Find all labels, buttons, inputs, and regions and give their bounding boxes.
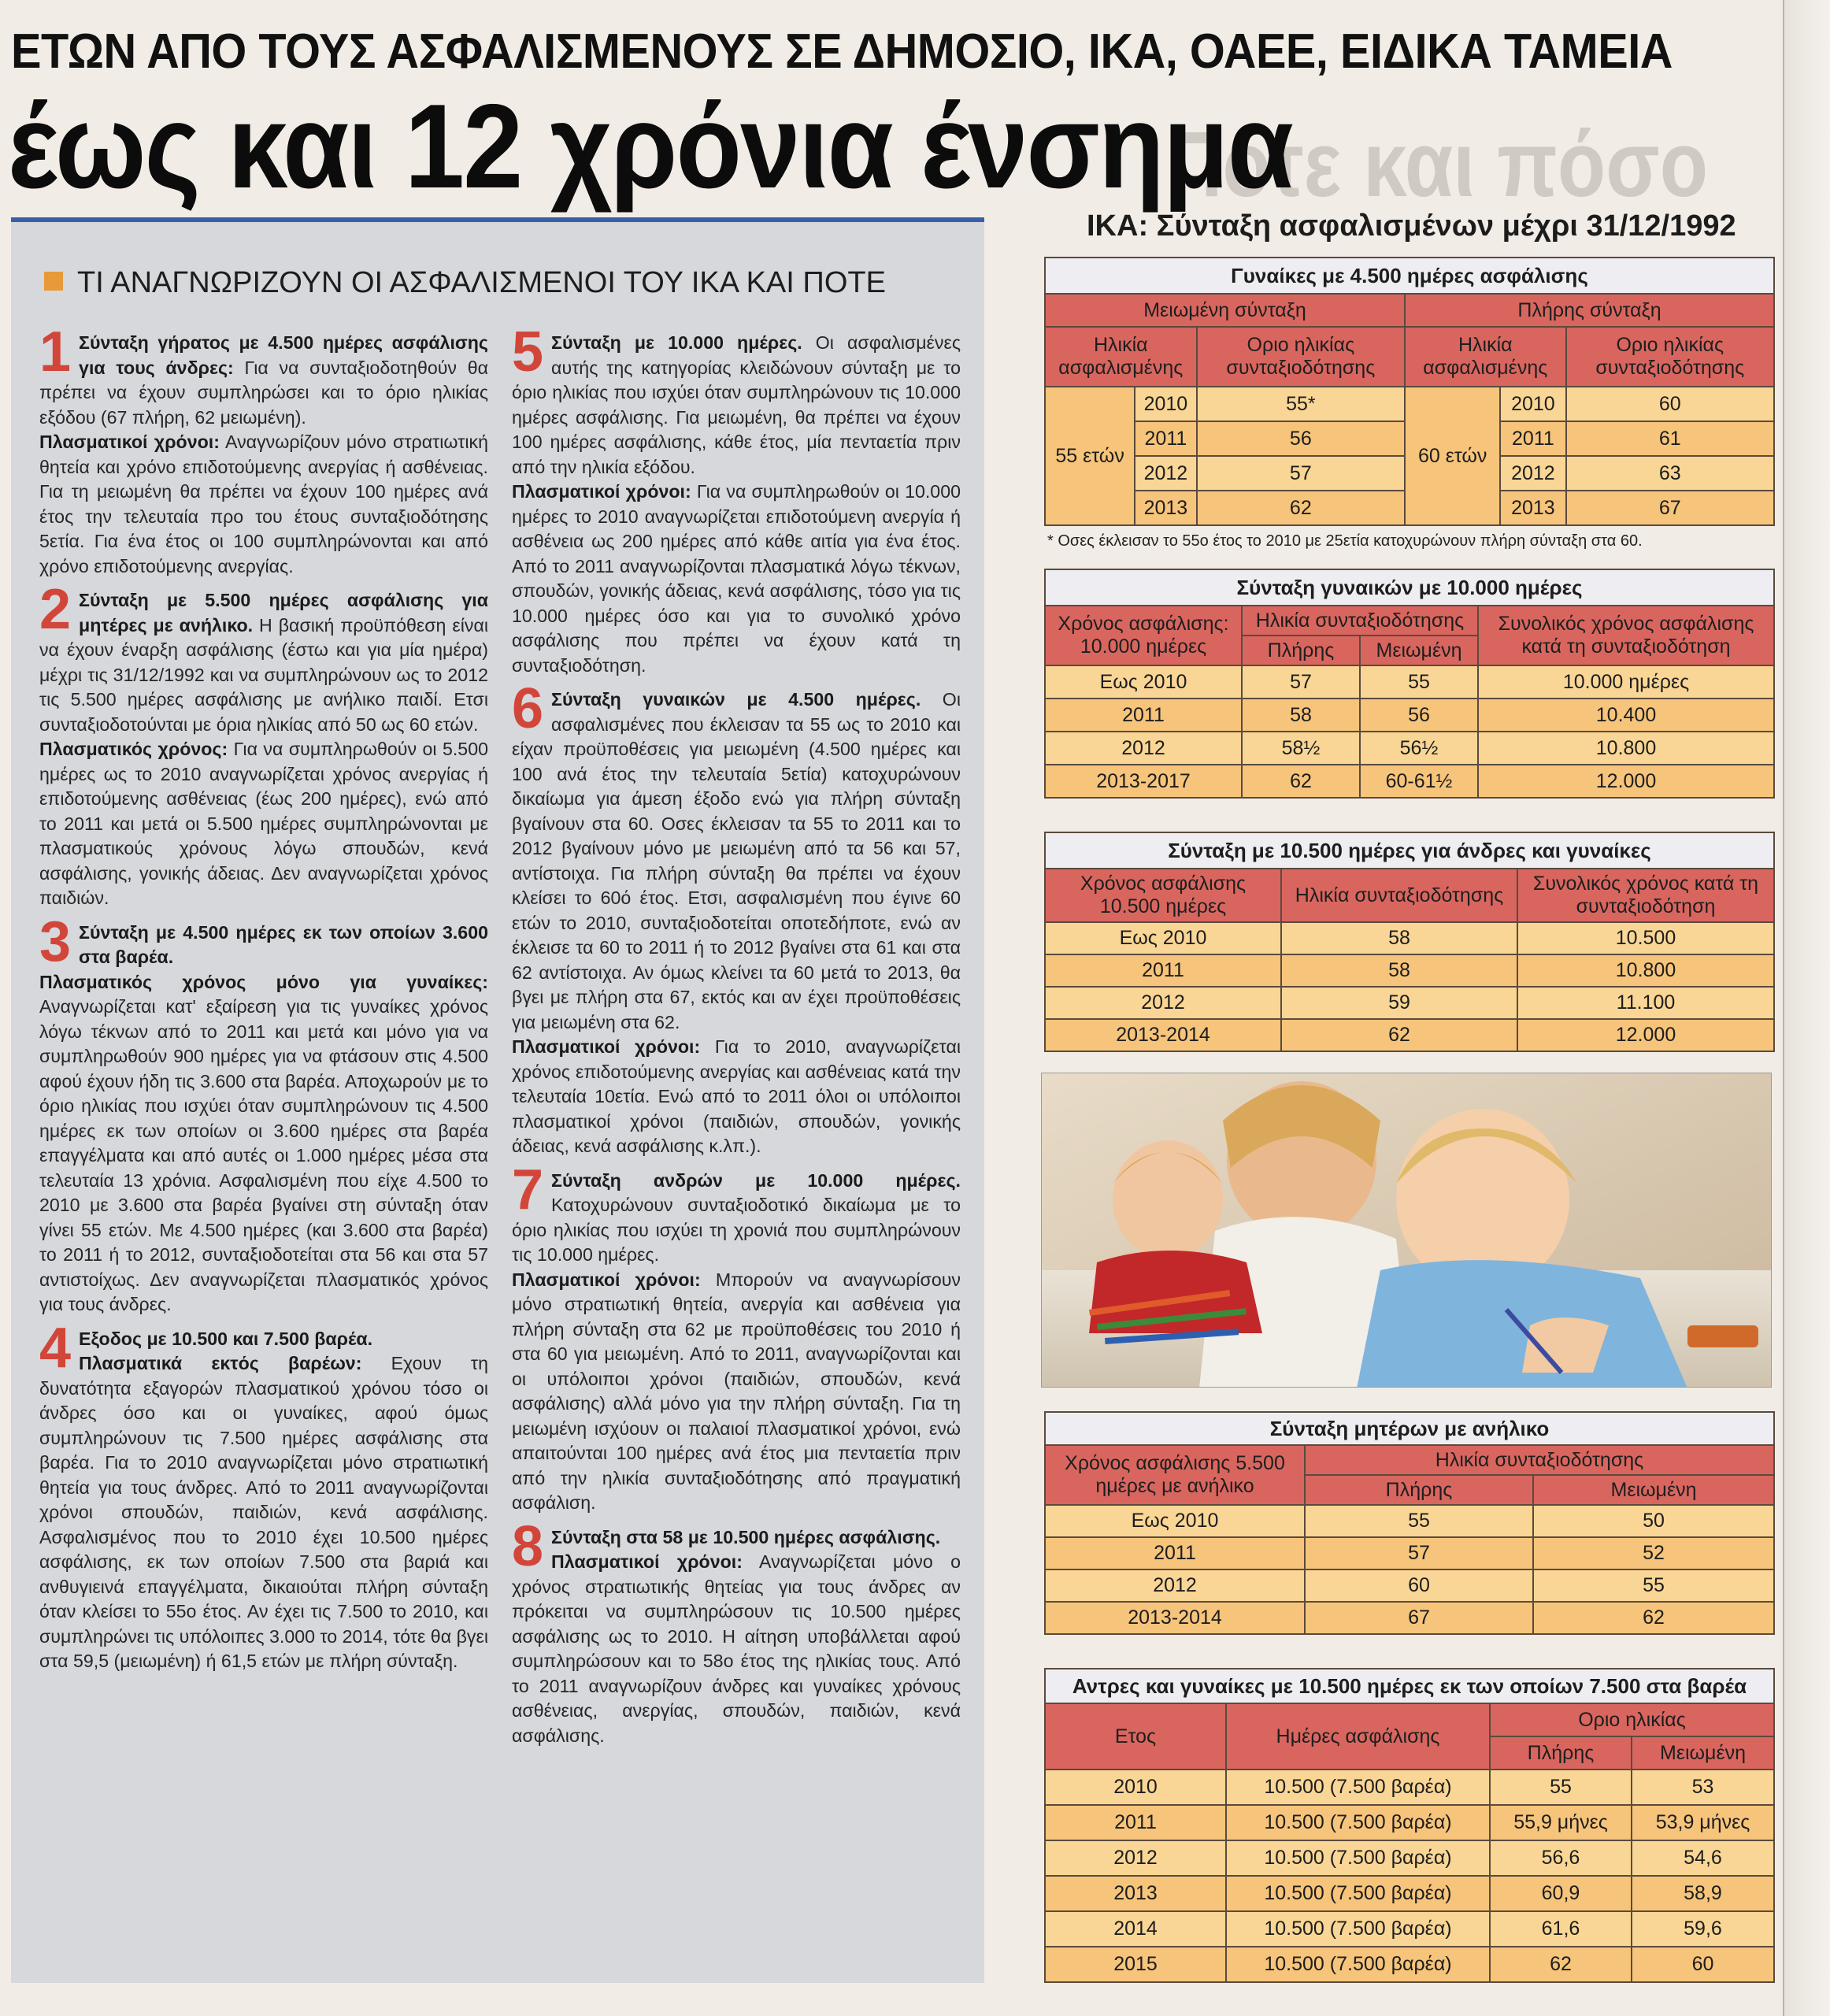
table-header: Ημέρες ασφάλισης (1226, 1703, 1490, 1770)
list-item: 8 Σύνταξη στα 58 με 10.500 ημέρες ασφάλισης. Πλασματικοί χρόνοι: Αναγνωρίζεται μόνο ο χρόνος στρατιωτικής θητείας για τους άνδρες αν πρόκειται να συμπληρώσουν τις 10.500 ημέρες ασφάλισης ως το 2010. Η αίτηση υποβάλλεται αφού συμπληρώσουν και το 58ο έτος της ηλικίας τους. Από το 2011 αναγνωρίζουν άνδρες και γυναίκες χρόνους ασθένειας, ανεργίας, σπουδών, παιδιών, κενά ασφάλισης. (512, 1514, 961, 1746)
table-header: Μειωμένη (1632, 1736, 1774, 1770)
table-header: Ηλικία συνταξιοδότησης (1305, 1445, 1774, 1475)
table-row: 2015 10.500 (7.500 βαρέα) 62 60 (1045, 1947, 1774, 1982)
table-row: 2011 58 10.800 (1045, 954, 1774, 987)
list-item: 1 Σύνταξη γήρατος με 4.500 ημέρες ασφάλισης για τους άνδρες: Για να συνταξιοδοτηθούν θα πρέπει να έχουν συμπληρώσει και το όριο ηλικίας εξόδου (67 πλήρη, 62 μειωμένη). Πλασματικοί χρόνοι: Αναγνωρίζουν μόνο στρατιωτική θητεία και χρόνο επιδοτούμενης ανεργίας ή ασθένειας. Για τη μειωμένη θα πρέπει να έχουν 100 ημέρες ανά έτος την τελευταία προ του έτους συνταξιοδότησης 5ετία. Για ένα έτος οι 100 συμπληρώνονται και από χρόνο επιδοτούμενης ανεργίας. (39, 321, 488, 576)
info-box-title: ΤΙ ΑΝΑΓΝΩΡΙΖΟΥΝ ΟΙ ΑΣΦΑΛΙΣΜΕΝΟΙ ΤΟΥ ΙΚΑ ΚΑΙ ΠΟΤΕ (44, 266, 886, 300)
table-women-4500 (1044, 257, 1775, 526)
table-header: Ηλικία ασφαλισμένης (1405, 327, 1565, 387)
tables-title: ΙΚΑ: Σύνταξη ασφαλισμένων μέχρι 31/12/1992 (1087, 209, 1736, 243)
table-mothers (1044, 1411, 1775, 1635)
table-header: Ηλικία συνταξιοδότησης (1242, 606, 1478, 636)
table-header: Πλήρης (1305, 1475, 1533, 1505)
table-row: Εως 2010 57 55 10.000 ημέρες (1045, 665, 1774, 699)
table-caption: Αντρες και γυναίκες με 10.500 ημέρες εκ των οποίων 7.500 στα βαρέα (1045, 1669, 1774, 1703)
text-column-1 (39, 321, 488, 1684)
table-header: Συνολικός χρόνος ασφάλισης κατά τη συνταξιοδότηση (1478, 606, 1774, 665)
table-row: 2012 60 55 (1045, 1569, 1774, 1602)
table-row: 2012 57 2012 63 (1045, 456, 1774, 491)
table-row: 2013 10.500 (7.500 βαρέα) 60,9 58,9 (1045, 1876, 1774, 1911)
table-row: Εως 2010 58 10.500 (1045, 922, 1774, 954)
table-row: 2010 10.500 (7.500 βαρέα) 55 53 (1045, 1770, 1774, 1805)
list-item: 2 Σύνταξη με 5.500 ημέρες ασφάλισης για μητέρες με ανήλικο. Η βασική προϋπόθεση είναι να έχουν έναρξη ασφάλισης (έστω και για μία ημέρα) μέχρι τις 31/12/1992 και να συμπληρώνουν ως το 2012 τις 5.500 ημέρες ασφάλισης με ανήλικο παιδί. Ετσι συνταξιοδοτούνται με όρια ηλικίας από 50 ως 60 ετών. Πλασματικός χρόνος: Για να συμπληρωθούν οι 5.500 ημέρες ως το 2010 αναγνωρίζεται χρόνος ανεργίας ή επιδοτούμενης ασθένειας (έως 200 ημέρες), ενώ από το 2011 και μετά οι 5.500 ημέρες συμπληρώνονται με πλασματικούς χρόνους λόγω σπουδών, κενά ασφάλισης, γονικής άδειας. Δεν αναγνωρίζεται χρόνος παιδιών. (39, 578, 488, 908)
table-row: 2012 10.500 (7.500 βαρέα) 56,6 54,6 (1045, 1840, 1774, 1876)
table-row: 2013-2014 67 62 (1045, 1602, 1774, 1634)
children-drawing-image (1042, 1073, 1772, 1388)
table-header: Οριο ηλικίας συνταξιοδότησης (1197, 327, 1405, 387)
table-row: 2011 57 52 (1045, 1537, 1774, 1569)
photo-children-drawing (1041, 1073, 1772, 1388)
table-row: 2012 59 11.100 (1045, 987, 1774, 1019)
table-header: Πλήρης (1242, 636, 1360, 665)
table-row: 2011 58 56 10.400 (1045, 699, 1774, 732)
table-row: 2014 10.500 (7.500 βαρέα) 61,6 59,6 (1045, 1911, 1774, 1947)
table-women-10000 (1044, 569, 1775, 799)
table-header: Μειωμένη σύνταξη (1045, 294, 1405, 327)
table-caption: Σύνταξη μητέρων με ανήλικο (1045, 1412, 1774, 1445)
table-header: Οριο ηλικίας (1490, 1703, 1774, 1736)
list-item: 6 Σύνταξη γυναικών με 4.500 ημέρες. Οι ασφαλισμένες που έκλεισαν τα 55 ως το 2010 και είχαν προϋποθέσεις για μειωμένη (4.500 ημέρες και 100 ανά έτος την τελευταία 5ετία) κατοχυρώνουν δικαίωμα για άμεση έξοδο ενώ για πλήρη σύνταξη βγαίνουν στα 60. Οσες έκλεισαν τα 55 το 2011 και το 2012 βγαίνουν μόνο με μειωμένη από τα 56 και 57, αντίστοιχα. Για πλήρη σύνταξη θα πρέπει να έχουν κλείσει το 60ό έτος. Ετσι, ασφαλισμένη που έγινε 60 ετών το 2010, συνταξιοδοτείται οποτεδήποτε, ενώ αν έκλεισε τα 60 το 2011 ή το 2012 βγαίνει στα 61 και στα 62 αντίστοιχα. Αν όμως κλείνει τα 60 μετά το 2013, θα βγει με πλήρη στα 67, εκτός και αν έχει προϋποθέσεις για μειωμένη στα 62. Πλασματικοί χρόνοι: Για το 2010, αναγνωρίζεται χρόνος επιδοτούμενης ανεργίας και ασθένειας κατά την τελευταία 10ετία. Ενώ από το 2011 όλοι οι υπόλοιποι πλασματικοί χρόνοι (παιδιών, σπουδών, γονικής άδειας, κενά ασφάλισης κ.λπ.). (512, 677, 961, 1156)
table-caption: Σύνταξη γυναικών με 10.000 ημέρες (1045, 569, 1774, 606)
table-header: Πλήρης σύνταξη (1405, 294, 1774, 327)
table-10500 (1044, 832, 1775, 1052)
bleed-through-text: Πότε και πόσο (1165, 113, 1709, 217)
table-header: Πλήρης (1490, 1736, 1632, 1770)
table-header: Μειωμένη (1360, 636, 1478, 665)
table-row: 2013-2014 62 12.000 (1045, 1019, 1774, 1051)
table-caption: Σύνταξη με 10.500 ημέρες για άνδρες και γυναίκες (1045, 832, 1774, 869)
table-header: Οριο ηλικίας συνταξιοδότησης (1566, 327, 1775, 387)
table-row: Εως 2010 55 50 (1045, 1505, 1774, 1537)
table-header: Μειωμένη (1533, 1475, 1774, 1505)
list-item: 4 Εξοδος με 10.500 και 7.500 βαρέα. Πλασματικά εκτός βαρέων: Εχουν τη δυνατότητα εξαγορών πλασματικού χρόνου τόσο οι άνδρες όσο και οι γυναίκες, αφού όμως συμπληρώνουν τις 7.500 ημέρες ασφάλισης στα βαρέα. Για το 2010 αναγνωρίζεται μόνο στρατιωτική θητεία για τους άνδρες. Από το 2011 αναγνωρίζονται χρόνοι σπουδών, παιδιών, κενά ασφάλισης. Ασφαλισμένος που το 2010 έχει 10.500 ημέρες ασφάλισης, εκ των οποίων 7.500 στα βαριά και ανθυγιεινά επαγγέλματα, δικαιούται πλήρη σύνταξη όταν κλείσει το 55ο έτος. Αν έχει τις 7.500 το 2010, και συμπληρώνει τις υπόλοιπες 3.000 το 2014, τότε θα βγει στα 59,5 (μειωμένη) ή 61,5 ετών με πλήρη σύνταξη. (39, 1316, 488, 1671)
list-item: 5 Σύνταξη με 10.000 ημέρες. Οι ασφαλισμένες αυτής της κατηγορίας κλειδώνουν σύνταξη με το όριο ηλικίας που ισχύει όταν συμπληρώνουν τις 10.000 ημέρες ασφάλισης. Για μειωμένη, θα πρέπει να έχουν 100 ημέρες ασφάλισης, κάθε έτος, μία πενταετία πριν από την ηλικία εξόδου. Πλασματικοί χρόνοι: Για να συμπληρωθούν οι 10.000 ημέρες το 2010 αναγνωρίζεται επιδοτούμενη ανεργία ή ασθένεια ως 200 ημέρες από κάθε αιτία για ένα έτος. Από το 2011 αναγνωρίζονται πλασματικά λόγω τέκνων, σπουδών, γονικής άδειας, κενά ασφάλισης, τόσο για τις 10.000 ημέρες όσο και για το συνολικό χρόνο ασφάλισης που πρέπει να έχουν κατά τη συνταξιοδότηση. (512, 321, 961, 676)
text-column-2 (512, 321, 961, 1758)
table-header: Συνολικός χρόνος κατά τη συνταξιοδότηση (1517, 869, 1774, 922)
list-item: 7 Σύνταξη ανδρών με 10.000 ημέρες. Κατοχυρώνουν συνταξιοδοτικό δικαίωμα με το όριο ηλικίας που ισχύει τη χρονιά που συμπληρώνουν τις 10.000 ημέρες. Πλασματικοί χρόνοι: Μπορούν να αναγνωρίσουν μόνο στρατιωτική θητεία, ανεργία και ασθένεια για πλήρη σύνταξη στα 62 με προϋποθέσεις του 2010 ή στα 60 για μειωμένη. Από το 2011, αναγνωρίζονται και οι υπόλοιποι χρόνοι (παιδιών, σπουδών, κενά ασφάλισης) αλλά μόνο για την πλήρη σύνταξη. Για τη μειωμένη ισχύουν οι παλαιοί πλασματικοί χρόνοι, ενώ απαιτούνται 100 ημέρες ανά έτος μια πενταετία πριν από την ηλικία συνταξιοδότησης από πραγματική ασφάλιση. (512, 1158, 961, 1513)
table-10500-7500-heavy (1044, 1668, 1775, 1983)
table-header: Ηλικία ασφαλισμένης (1045, 327, 1197, 387)
table-header: Ηλικία συνταξιοδότησης (1281, 869, 1517, 922)
headline: έως και 12 χρόνια ένσημα (8, 80, 1293, 213)
table-row: 2013-2017 62 60-61½ 12.000 (1045, 765, 1774, 798)
table-row: 55 ετών 2010 55* 60 ετών 2010 60 (1045, 387, 1774, 421)
table-caption: Γυναίκες με 4.500 ημέρες ασφάλισης (1045, 258, 1774, 294)
table-header: Ετος (1045, 1703, 1226, 1770)
table-row: 2011 10.500 (7.500 βαρέα) 55,9 μήνες 53,9 μήνες (1045, 1805, 1774, 1840)
list-item: 3 Σύνταξη με 4.500 ημέρες εκ των οποίων 3.600 στα βαρέα. Πλασματικός χρόνος μόνο για γυναίκες: Αναγνωρίζεται κατ' εξαίρεση για τις γυναίκες χρόνος λόγω τέκνων από το 2011 και μετά και μόνο για να συμπληρωθούν 900 ημέρες για να φτάσουν στις 4.500 αφού έχουν ήδη τις 3.600 στα βαρέα. Αποχωρούν με το όριο ηλικίας που ισχύει όταν συμπληρώνουν τις 4.500 ημέρες εκ των οποίων οι 3.600 ημέρες στα βαρέα επαγγέλματα και από αυτές οι 1.000 ημέρες μέσα στα τελευταία 13 χρόνια. Ασφαλισμένη που είχε 4.500 το 2010 με 3.600 στα βαρέα βγαίνει στη σύνταξη όταν γίνει 55 ετών. Με 4.500 ημέρες (και 3.600 στα βαρέα) το 2011 ή το 2012, συνταξιοδοτείται στα 56 και στα 57 αντιστοίχως. Δεν αναγνωρίζεται πλασματικός χρόνος για τους άνδρες. (39, 910, 488, 1314)
kicker: ΕΤΩΝ ΑΠΟ ΤΟΥΣ ΑΣΦΑΛΙΣΜΕΝΟΥΣ ΣΕ ΔΗΜΟΣΙΟ, ΙΚΑ, ΟΑΕΕ, ΕΙΔΙΚΑ ΤΑΜΕΙΑ (11, 24, 1673, 79)
table-row: 2011 56 2011 61 (1045, 421, 1774, 456)
table-header: Χρόνος ασφάλισης: 10.000 ημέρες (1045, 606, 1242, 665)
table-header: Χρόνος ασφάλισης 5.500 ημέρες με ανήλικο (1045, 1445, 1305, 1505)
table-footnote: * Οσες έκλεισαν το 55ο έτος το 2010 με 25ετία κατοχυρώνουν πλήρη σύνταξη στα 60. (1047, 532, 1643, 550)
adjacent-page-edge (1783, 0, 1830, 2016)
square-bullet-icon (44, 272, 63, 291)
table-header: Χρόνος ασφάλισης 10.500 ημέρες (1045, 869, 1281, 922)
table-row: 2013 62 2013 67 (1045, 491, 1774, 525)
table-row: 2012 58½ 56½ 10.800 (1045, 732, 1774, 765)
